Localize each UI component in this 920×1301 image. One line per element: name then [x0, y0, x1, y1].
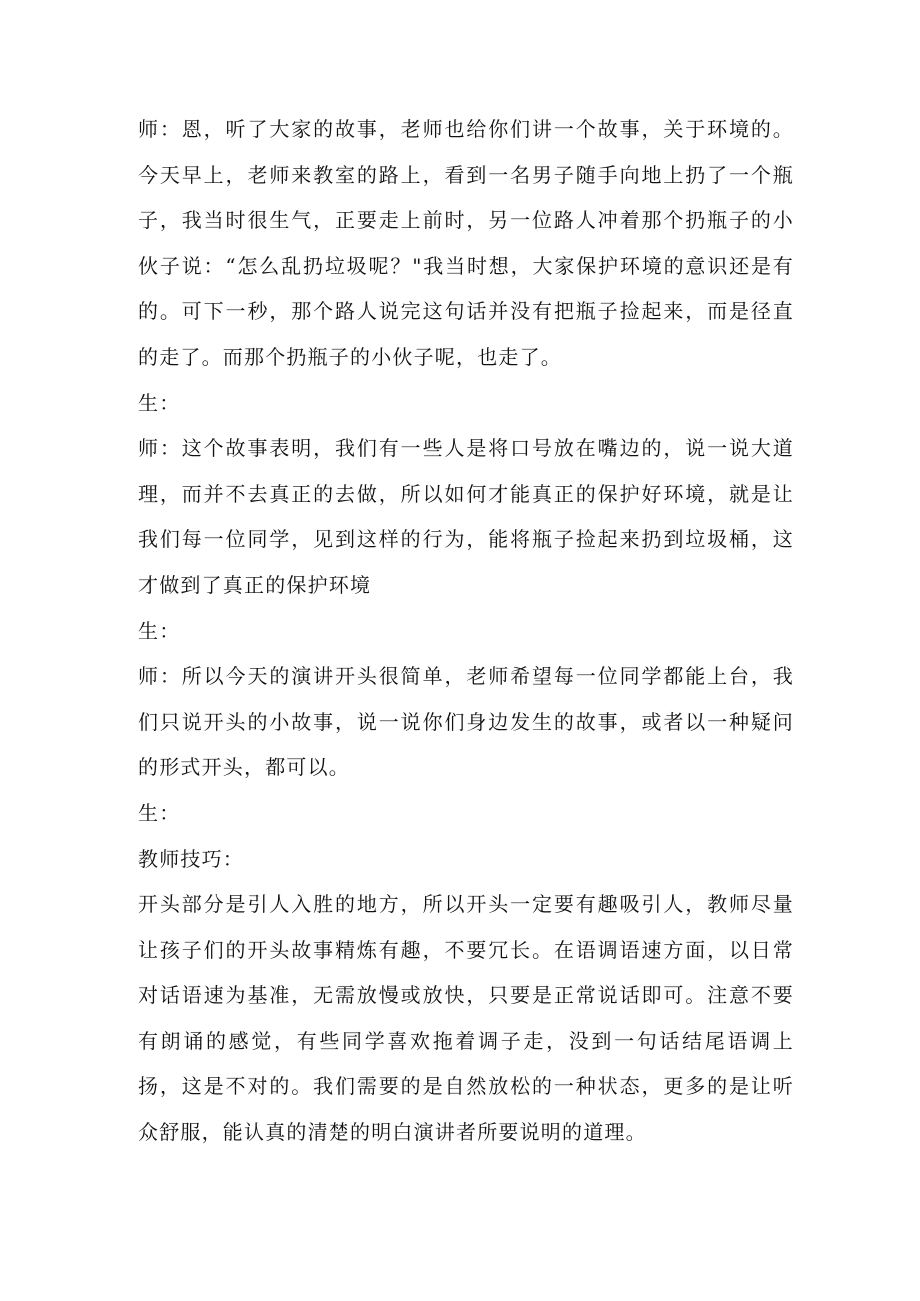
paragraph-teacher-tips: 开头部分是引人入胜的地方，所以开头一定要有趣吸引人，教师尽量让孩子们的开头故事精炼有趣，不要冗长。在语调语速方面，以日常对话语速为基准，无需放慢或放快，只要是正常说话即可。注意不要有朗诵的感觉，有些同学喜欢拖着调子走，没到一句话结尾语调上扬，这是不对的。我们需要的是自然放松的一种状态，更多的是让听众舒服，能认真的清楚的明白演讲者所要说明的道理。: [138, 892, 794, 1145]
paragraph-teacher-instruction: 师：所以今天的演讲开头很简单，老师希望每一位同学都能上台，我们只说开头的小故事，说一说你们身边发生的故事，或者以一种疑问的形式开头，都可以。: [138, 664, 794, 780]
paragraph-student-response-3: 生：: [138, 800, 181, 825]
paragraph-student-response-2: 生：: [138, 618, 181, 643]
section-heading-teacher-tips: 教师技巧：: [138, 846, 244, 871]
document-body: [138, 107, 794, 1156]
paragraph-student-response-1: 生：: [138, 390, 181, 415]
paragraph-teacher-story: 师：恩，听了大家的故事，老师也给你们讲一个故事，关于环境的。今天早上，老师来教室的路上，看到一名男子随手向地上扔了一个瓶子，我当时很生气，正要走上前时，另一位路人冲着那个扔瓶子的小伙子说：“怎么乱扔垃圾呢？"我当时想，大家保护环境的意识还是有的。可下一秒，那个路人说完这句话并没有把瓶子捡起来，而是径直的走了。而那个扔瓶子的小伙子呢，也走了。: [138, 117, 794, 369]
paragraph-teacher-lesson: 师：这个故事表明，我们有一些人是将口号放在嘴边的，说一说大道理，而并不去真正的去做，所以如何才能真正的保护好环境，就是让我们每一位同学，见到这样的行为，能将瓶子捡起来扔到垃圾桶，这才做到了真正的保护环境: [138, 436, 794, 597]
